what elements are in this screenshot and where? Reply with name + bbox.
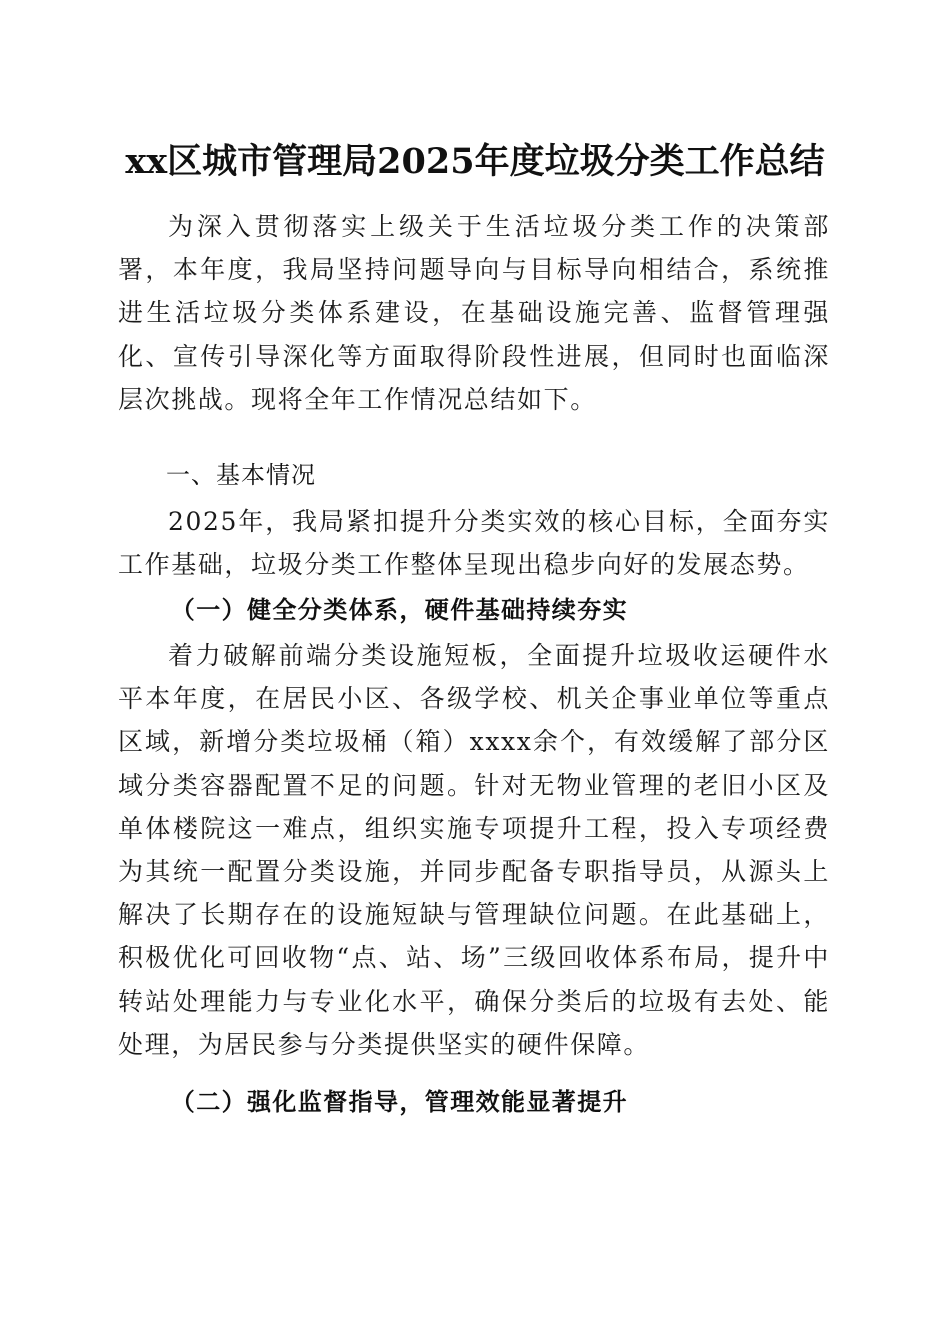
- basic-situation-paragraph: 2025年，我局紧扣提升分类实效的核心目标，全面夯实工作基础，垃圾分类工作整体呈现出稳步向好的发展态势。: [118, 507, 830, 580]
- hardware-paragraph: 着力破解前端分类设施短板，全面提升垃圾收运硬件水平本年度，在居民小区、各级学校、机关企事业单位等重点区域，新增分类垃圾桶（箱）xxxx余个，有效缓解了部分区域分类容器配置不足的问题。针对无物业管理的老旧小区及单体楼院这一难点，组织实施专项提升工程，投入专项经费为其统一配置分类设施，并同步配备专职指导员，从源头上解决了长期存在的设施短缺与管理缺位问题。在此基础上，积极优化可回收物“点、站、场”三级回收体系布局，提升中转站处理能力与专业化水平，确保分类后的垃圾有去处、能处理，为居民参与分类提供坚实的硬件保障。: [118, 641, 830, 1059]
- intro-paragraph: 为深入贯彻落实上级关于生活垃圾分类工作的决策部署，本年度，我局坚持问题导向与目标导向相结合，系统推进生活垃圾分类体系建设，在基础设施完善、监督管理强化、宣传引导深化等方面取得阶段性进展，但同时也面临深层次挑战。现将全年工作情况总结如下。: [118, 212, 830, 414]
- document-title: xx区城市管理局2025年度垃圾分类工作总结: [125, 141, 825, 182]
- section-heading-basic-situation: 一、基本情况: [166, 461, 316, 489]
- subheading-classification-system: （一）健全分类体系，硬件基础持续夯实: [170, 595, 628, 624]
- subheading-supervision: （二）强化监督指导，管理效能显著提升: [170, 1087, 628, 1116]
